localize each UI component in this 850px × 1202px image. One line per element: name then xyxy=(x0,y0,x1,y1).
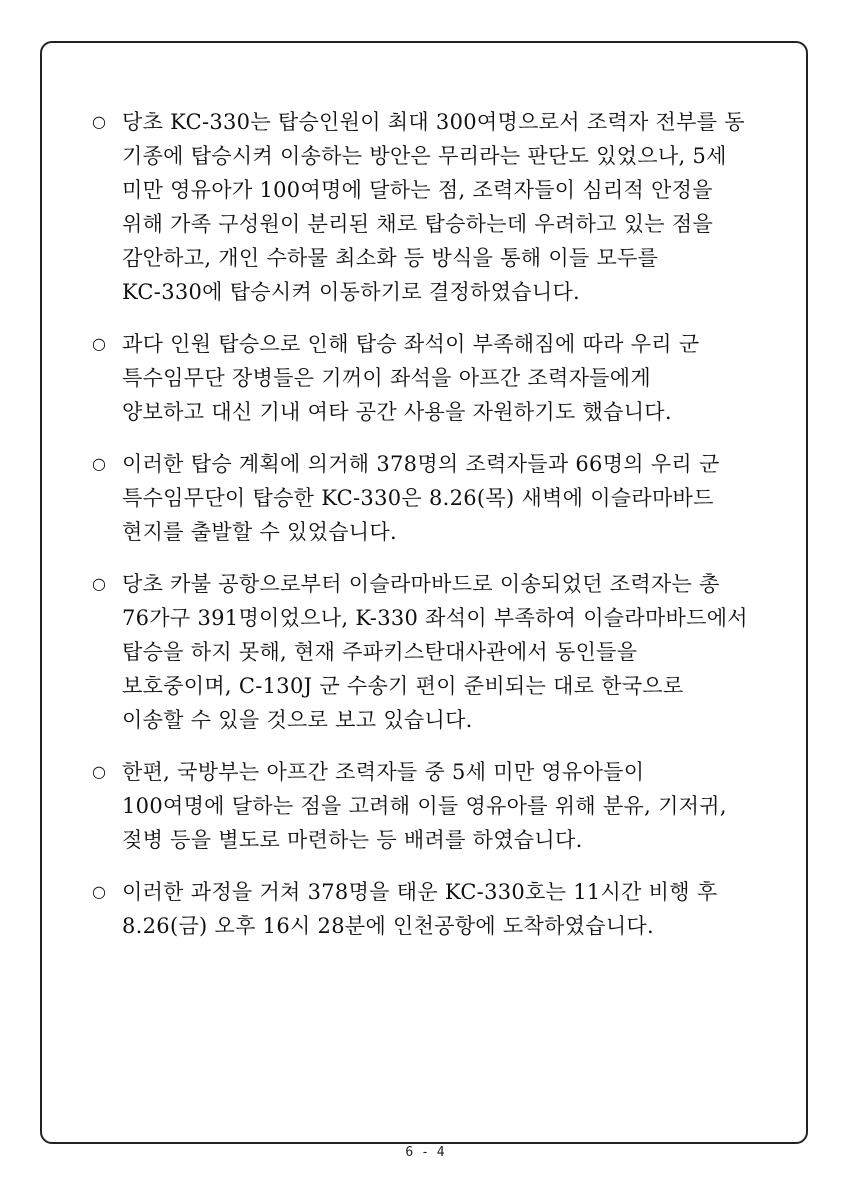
paragraph-6 xyxy=(92,875,772,943)
paragraph-line: 현지를 출발할 수 있었습니다. xyxy=(122,520,397,544)
page-number: 6 - 4 xyxy=(405,1145,445,1160)
paragraph-line: 특수임무단이 탑승한 KC-330은 8.26(목) 새벽에 이슬라마바드 xyxy=(122,486,714,510)
paragraph-line: 양보하고 대신 기내 여타 공간 사용을 자원하기도 했습니다. xyxy=(122,400,672,424)
bullet-circle-icon: ○ xyxy=(92,574,107,593)
bullet-circle-icon: ○ xyxy=(92,762,107,781)
document-body xyxy=(92,105,772,961)
paragraph-3 xyxy=(92,447,772,549)
paragraph-4 xyxy=(92,567,772,737)
paragraph-line: 위해 가족 구성원이 분리된 채로 탑승하는데 우려하고 있는 점을 xyxy=(122,212,714,236)
paragraph-line: 100여명에 달하는 점을 고려해 이들 영유아를 위해 분유, 기저귀, xyxy=(122,794,727,818)
paragraph-2 xyxy=(92,327,772,429)
bullet-circle-icon: ○ xyxy=(92,882,107,901)
paragraph-1 xyxy=(92,105,772,309)
paragraph-line: 미만 영유아가 100여명에 달하는 점, 조력자들이 심리적 안정을 xyxy=(122,178,713,202)
paragraph-line: 한편, 국방부는 아프간 조력자들 중 5세 미만 영유아들이 xyxy=(122,760,645,784)
paragraph-line: 특수임무단 장병들은 기꺼이 좌석을 아프간 조력자들에게 xyxy=(122,366,651,390)
paragraph-line: 기종에 탑승시켜 이송하는 방안은 무리라는 판단도 있었으나, 5세 xyxy=(122,144,727,168)
paragraph-line: 당초 카불 공항으로부터 이슬라마바드로 이송되었던 조력자는 총 xyxy=(122,572,720,596)
paragraph-line: 젖병 등을 별도로 마련하는 등 배려를 하였습니다. xyxy=(122,828,583,852)
paragraph-line: 당초 KC-330는 탑승인원이 최대 300여명으로서 조력자 전부를 동 xyxy=(122,110,745,134)
paragraph-line: 감안하고, 개인 수하물 최소화 등 방식을 통해 이들 모두를 xyxy=(122,246,659,270)
paragraph-line: KC-330에 탑승시켜 이동하기로 결정하였습니다. xyxy=(122,280,581,304)
paragraph-line: 이송할 수 있을 것으로 보고 있습니다. xyxy=(122,708,473,732)
paragraph-line: 이러한 과정을 거쳐 378명을 태운 KC-330호는 11시간 비행 후 xyxy=(122,880,718,904)
paragraph-line: 과다 인원 탑승으로 인해 탑승 좌석이 부족해짐에 따라 우리 군 xyxy=(122,332,700,356)
paragraph-line: 이러한 탑승 계획에 의거해 378명의 조력자들과 66명의 우리 군 xyxy=(122,452,720,476)
paragraph-line: 8.26(금) 오후 16시 28분에 인천공항에 도착하였습니다. xyxy=(122,914,654,938)
paragraph-5 xyxy=(92,755,772,857)
paragraph-line: 보호중이며, C-130J 군 수송기 편이 준비되는 대로 한국으로 xyxy=(122,674,684,698)
paragraph-line: 76가구 391명이었으나, K-330 좌석이 부족하여 이슬라마바드에서 xyxy=(122,606,748,630)
bullet-circle-icon: ○ xyxy=(92,334,107,353)
bullet-circle-icon: ○ xyxy=(92,112,107,131)
paragraph-line: 탑승을 하지 못해, 현재 주파키스탄대사관에서 동인들을 xyxy=(122,640,638,664)
bullet-circle-icon: ○ xyxy=(92,454,107,473)
